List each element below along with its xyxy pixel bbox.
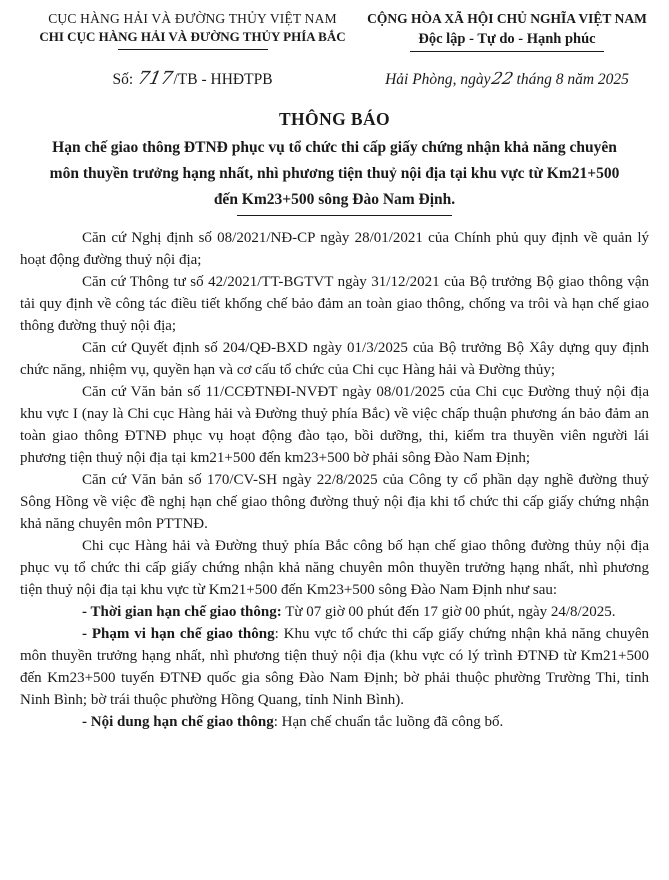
agency-underline-rule	[118, 49, 268, 50]
paragraph-restriction-time	[20, 601, 649, 623]
document-number	[20, 68, 365, 89]
paragraph-legal-basis-3	[20, 337, 649, 381]
national-motto: Độc lập - Tự do - Hạnh phúc	[410, 30, 603, 52]
number-date-row	[20, 68, 649, 89]
paragraph-text: Chi cục Hàng hải và Đường thuỷ phía Bắc công bố hạn chế giao thông đường thủy nội địa phục vụ tổ chức thi cấp giấy chứng nhận khả năng chuyên môn thuyền trưởng hạng nhất, nhì phương tiện thuỷ nội địa tại khu vực từ Km21+500 đến Km23+500 sông Đào Nam Định như sau:	[20, 538, 649, 598]
paragraph-legal-basis-2	[20, 271, 649, 337]
document-header	[20, 10, 649, 52]
paragraph-text: Căn cứ Nghị định số 08/2021/NĐ-CP ngày 28/01/2021 của Chính phủ quy định về quản lý hoạt động đường thuỷ nội địa;	[20, 230, 649, 268]
document-number-suffix: /TB - HHĐTPB	[173, 71, 273, 88]
paragraph-text: Căn cứ Thông tư số 42/2021/TT-BGTVT ngày 31/12/2021 của Bộ trưởng Bộ giao thông vận tải quy định về công tác điều tiết khống chế bảo đảm an toàn giao thông, chống va trôi và hạn chế giao thông đường thuỷ nội địa;	[20, 274, 649, 334]
paragraph-restriction-content	[20, 711, 649, 733]
place-date-line	[365, 69, 649, 89]
paragraph-legal-basis-4	[20, 381, 649, 469]
paragraph-text: Căn cứ Văn bản số 170/CV-SH ngày 22/8/2025 của Công ty cổ phần dạy nghề đường thuỷ Sông Hồng về việc đề nghị hạn chế giao thông đường thuỷ nội địa khi tổ chức thi cấp giấy chứng nhận khả năng chuyên môn PTTNĐ.	[20, 472, 649, 532]
date-day-handwritten: 22	[489, 69, 515, 88]
place-date-suffix: tháng 8 năm 2025	[516, 71, 629, 88]
paragraph-restriction-scope	[20, 623, 649, 711]
national-title: CỘNG HÒA XÃ HỘI CHỦ NGHĨA VIỆT NAM	[367, 11, 647, 26]
paragraph-text: Căn cứ Văn bản số 11/CCĐTNĐI-NVĐT ngày 08/01/2025 của Chi cục Đường thuỷ nội địa khu vực I (nay là Chi cục Hàng hải và Đường thuỷ phía Bắc) về việc chấp thuận phương án bảo đảm an toàn giao thông ĐTNĐ phục vụ hoạt động đào tạo, bồi dưỡng, thi, kiểm tra thuyền viên người lái phương tiện thuỷ nội địa tại km21+500 đến km23+500 bờ phải sông Đào Nam Định;	[20, 384, 649, 466]
paragraph-lead: - Phạm vi hạn chế giao thông	[82, 626, 275, 642]
paragraph-lead: - Thời gian hạn chế giao thông:	[82, 604, 282, 620]
paragraph-text: : Khu vực tổ chức thi cấp giấy chứng nhận khả năng chuyên môn thuyền trưởng hạng nhất, nhì phương tiện thuỷ nội địa (khu vực có lý trình ĐTNĐ từ Km21+500 đến Km23+500 tuyến ĐTNĐ quốc gia sông Đào Nam Định; bờ phải thuộc phường Trường Thi, tỉnh Ninh Bình; bờ trái thuộc phường Hồng Quang, tỉnh Ninh Bình).	[20, 626, 650, 708]
paragraph-legal-basis-5	[20, 469, 649, 535]
paragraph-text: : Hạn chế chuẩn tắc luồng đã công bố.	[273, 714, 504, 730]
paragraph-lead: - Nội dung hạn chế giao thông	[82, 714, 274, 730]
paragraph-legal-basis-1	[20, 227, 649, 271]
paragraph-text: Từ 07 giờ 00 phút đến 17 giờ 00 phút, ngày 24/8/2025.	[281, 604, 616, 620]
paragraph-text: Căn cứ Quyết định số 204/QĐ-BXD ngày 01/3/2025 của Bộ trưởng Bộ Xây dựng quy định chức năng, nhiệm vụ, quyền hạn và cơ cấu tổ chức của Chi cục Hàng hải và Đường thủy;	[20, 340, 649, 378]
paragraph-announcement	[20, 535, 649, 601]
national-header-block	[365, 10, 649, 52]
document-subtitle: Hạn chế giao thông ĐTNĐ phục vụ tổ chức thi cấp giấy chứng nhận khả năng chuyên môn thuyền trưởng hạng nhất, nhì phương tiện thuỷ nội địa tại khu vực từ Km21+500 đến Km23+500 sông Đào Nam Định.	[49, 139, 620, 208]
issuing-agency-name: CHI CỤC HÀNG HẢI VÀ ĐƯỜNG THỦY PHÍA BẮC	[39, 29, 346, 44]
document-number-label: Số:	[112, 71, 134, 88]
document-title: THÔNG BÁO	[278, 109, 391, 129]
title-divider-rule	[237, 215, 452, 216]
place-date-prefix: Hải Phòng, ngày	[385, 71, 491, 88]
issuing-agency-block	[20, 10, 365, 50]
parent-agency-name: CỤC HÀNG HẢI VÀ ĐƯỜNG THỦY VIỆT NAM	[48, 11, 337, 26]
document-body	[20, 227, 649, 733]
document-number-handwritten: 717	[135, 68, 175, 89]
